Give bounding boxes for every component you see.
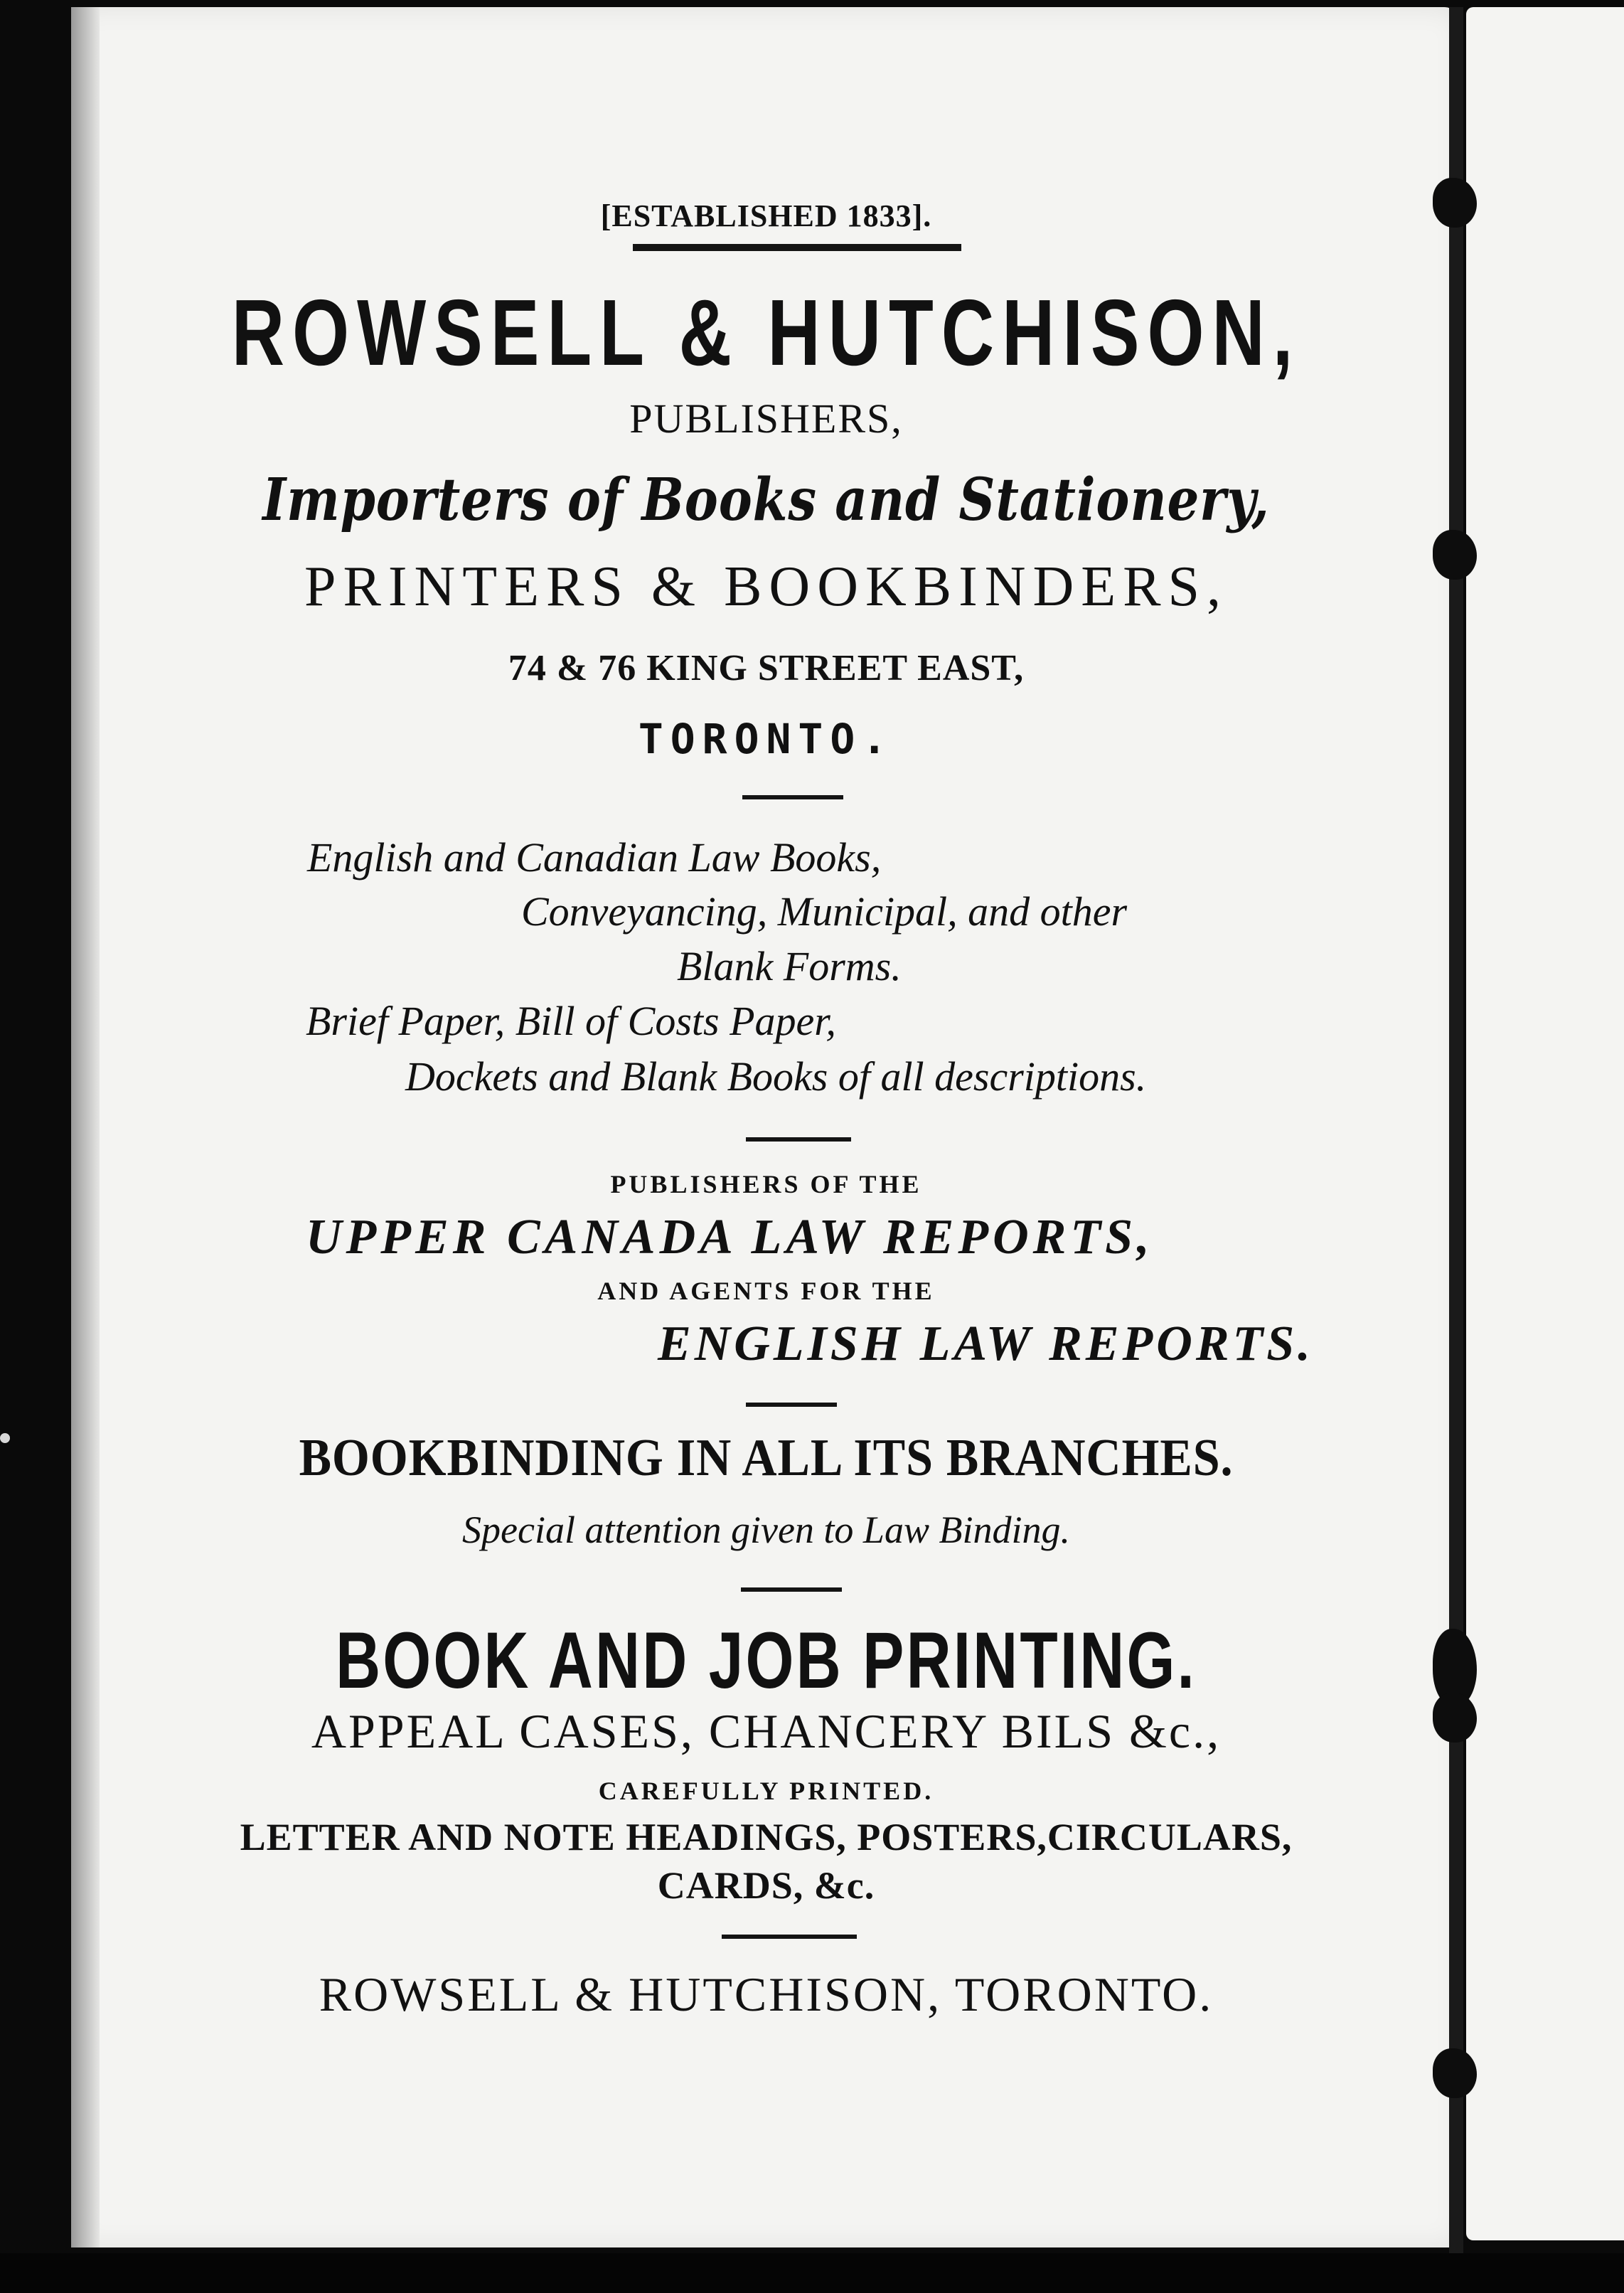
agents-for-line: AND AGENTS FOR THE	[597, 1277, 935, 1305]
facing-page	[1466, 7, 1624, 2240]
law-books-line: English and Canadian Law Books,	[307, 834, 882, 881]
printers-line: PRINTERS & BOOKBINDERS,	[304, 555, 1229, 618]
law-books-line: Brief Paper, Bill of Costs Paper,	[306, 998, 836, 1044]
divider-rule	[746, 1403, 837, 1407]
importers-line: Importers of Books and Stationery,	[262, 466, 1270, 534]
divider-rule	[741, 1587, 842, 1592]
cards-line: CARDS, &c.	[657, 1864, 875, 1907]
divider-rule	[633, 244, 961, 251]
page-edge-shadow	[71, 7, 100, 2247]
upper-canada-reports: UPPER CANADA LAW REPORTS,	[306, 1210, 1154, 1265]
address-line: 74 & 76 KING STREET EAST,	[508, 648, 1025, 688]
established-line: [ESTABLISHED 1833].	[600, 198, 932, 233]
scan-mark	[0, 1433, 10, 1443]
printing-heading: BOOK AND JOB PRINTING.	[336, 1616, 1197, 1705]
firm-name: ROWSELL & HUTCHISON,	[231, 280, 1301, 385]
footer-signature: ROWSELL & HUTCHISON, TORONTO.	[319, 1967, 1214, 2021]
book-binding	[1449, 7, 1463, 2255]
english-law-reports: ENGLISH LAW REPORTS.	[658, 1316, 1314, 1371]
carefully-printed-line: CAREFULLY PRINTED.	[598, 1777, 934, 1805]
appeal-cases-line: APPEAL CASES, CHANCERY BILS &c.,	[311, 1704, 1222, 1758]
divider-rule	[742, 795, 843, 799]
law-books-line: Dockets and Blank Books of all descriptions.	[405, 1053, 1147, 1100]
law-books-line: Blank Forms.	[677, 943, 902, 989]
scan-border	[0, 2253, 1624, 2293]
publishers-of-line: PUBLISHERS OF THE	[610, 1170, 922, 1198]
city-line: TORONTO.	[638, 715, 894, 763]
law-binding-note: Special attention given to Law Binding.	[462, 1509, 1070, 1551]
letter-headings-line: LETTER AND NOTE HEADINGS, POSTERS,CIRCULARS,	[240, 1816, 1293, 1858]
bookbinding-heading: BOOKBINDING IN ALL ITS BRANCHES.	[299, 1429, 1234, 1487]
divider-rule	[746, 1137, 851, 1142]
law-books-line: Conveyancing, Municipal, and other	[521, 888, 1128, 935]
firm-role: PUBLISHERS,	[629, 395, 903, 442]
divider-rule	[722, 1935, 857, 1939]
binding-stitch	[1433, 2048, 1477, 2098]
